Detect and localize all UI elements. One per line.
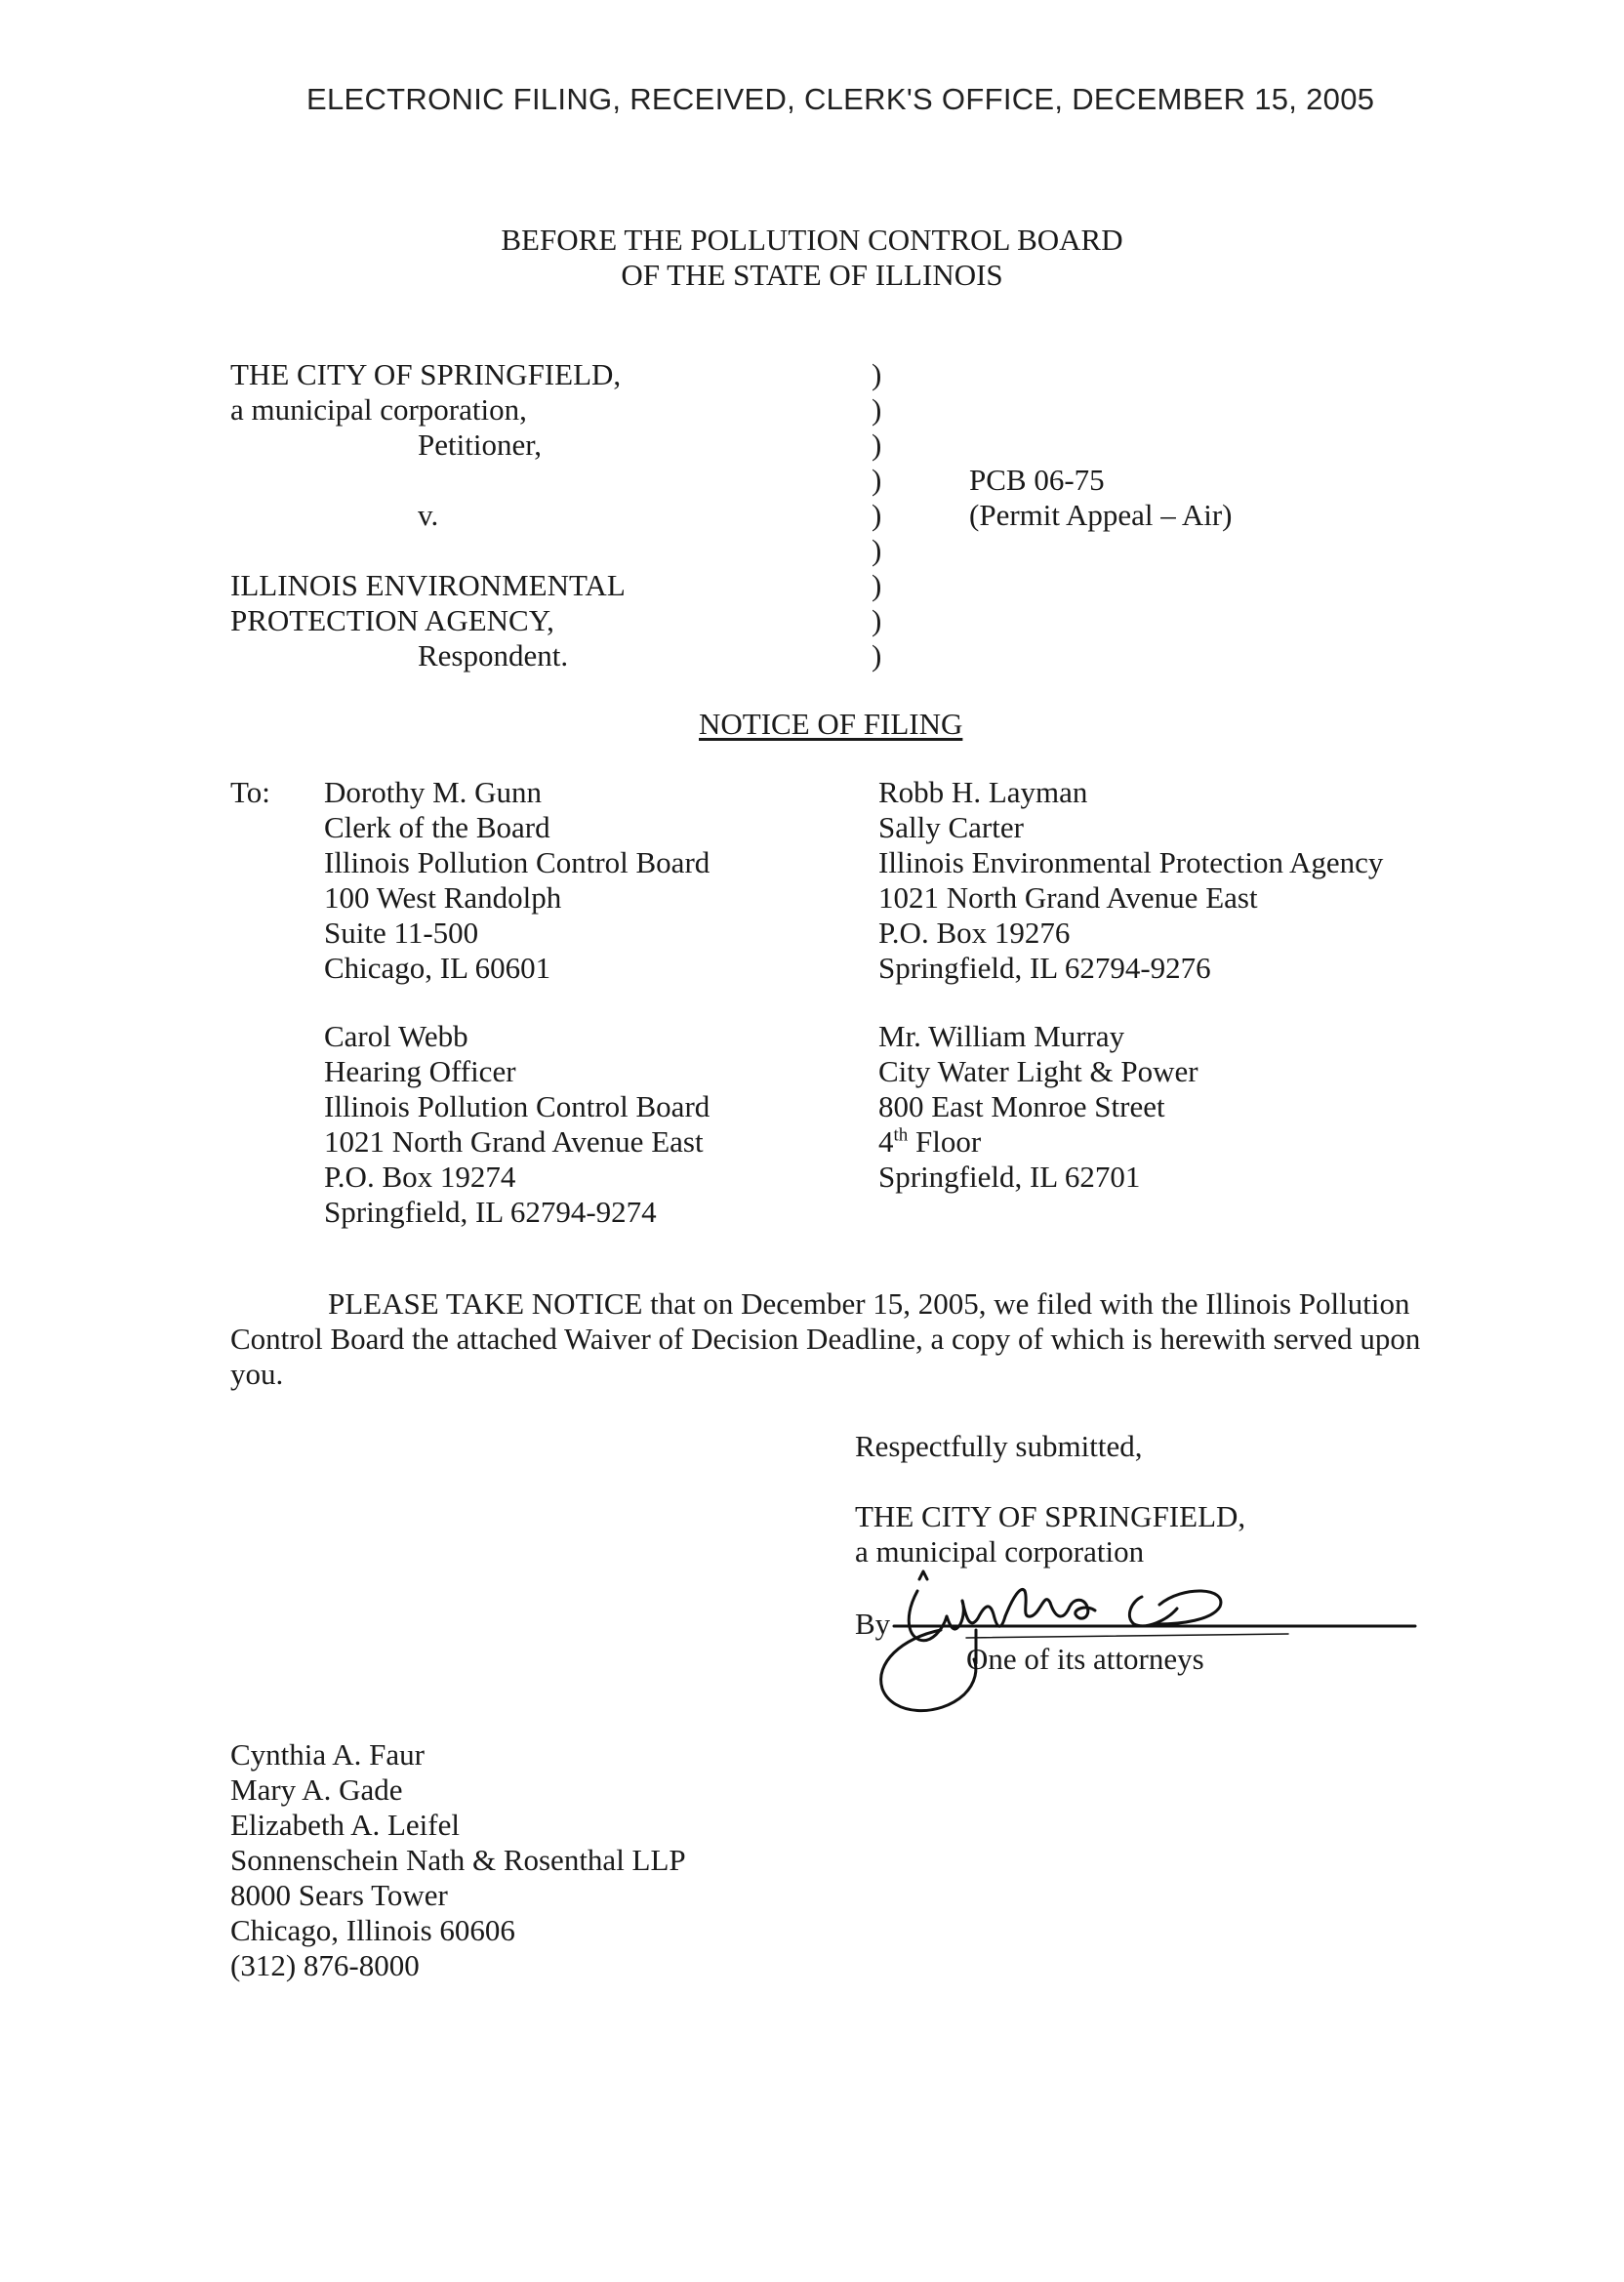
floor-number: 4	[878, 1124, 894, 1159]
attorney-line: Mary A. Gade	[230, 1773, 403, 1807]
address-line: 100 West Randolph	[324, 880, 562, 915]
closing-line: Respectfully submitted,	[855, 1429, 1143, 1463]
address-line: Sally Carter	[878, 810, 1024, 844]
address-line: Dorothy M. Gunn	[324, 775, 543, 809]
respondent-name-line2: PROTECTION AGENCY,	[230, 603, 554, 637]
attorney-line: 8000 Sears Tower	[230, 1878, 448, 1912]
address-line: Chicago, IL 60601	[324, 951, 551, 985]
recipient-address-layman	[878, 775, 1383, 986]
address-line: Suite 11-500	[324, 916, 479, 950]
electronic-filing-stamp: ELECTRONIC FILING, RECEIVED, CLERK'S OFFICE, DECEMBER 15, 2005	[306, 82, 1375, 116]
bracket-char: )	[872, 357, 882, 391]
address-line: Illinois Pollution Control Board	[324, 845, 710, 879]
case-number: PCB 06-75	[969, 463, 1105, 497]
bracket-char: )	[872, 498, 882, 532]
address-line: Illinois Pollution Control Board	[324, 1089, 710, 1123]
bracket-char: )	[872, 603, 882, 637]
petitioner-name: THE CITY OF SPRINGFIELD,	[230, 357, 622, 391]
address-line: Illinois Environmental Protection Agency	[878, 845, 1384, 879]
address-line: Springfield, IL 62701	[878, 1160, 1141, 1194]
address-line: 800 East Monroe Street	[878, 1089, 1165, 1123]
attorney-contact-block	[230, 1737, 686, 1983]
bracket-char: )	[872, 392, 882, 427]
caption-bracket	[872, 357, 881, 673]
floor-ordinal: th	[893, 1124, 909, 1146]
attorney-line: Chicago, Illinois 60606	[230, 1913, 515, 1947]
court-name-line2: OF THE STATE OF ILLINOIS	[621, 258, 1003, 292]
recipient-address-gunn	[324, 775, 710, 986]
address-line: Robb H. Layman	[878, 775, 1088, 809]
signature-org-description: a municipal corporation	[855, 1534, 1145, 1569]
signature-org: THE CITY OF SPRINGFIELD,	[855, 1499, 1246, 1533]
respondent-name-line1: ILLINOIS ENVIRONMENTAL	[230, 568, 626, 602]
address-line: City Water Light & Power	[878, 1054, 1198, 1088]
address-line: Carol Webb	[324, 1019, 468, 1053]
handwritten-signature	[849, 1562, 1425, 1728]
bracket-char: )	[872, 428, 882, 462]
floor-word: Floor	[908, 1124, 982, 1159]
address-line: 1021 North Grand Avenue East	[324, 1124, 704, 1159]
attorney-line: (312) 876-8000	[230, 1948, 420, 1982]
case-type: (Permit Appeal – Air)	[969, 498, 1233, 532]
document-title: NOTICE OF FILING	[699, 707, 963, 741]
signature-by-label: By	[855, 1607, 891, 1641]
court-name-line1: BEFORE THE POLLUTION CONTROL BOARD	[501, 223, 1123, 257]
address-line-floor	[878, 1124, 1198, 1160]
to-label: To:	[230, 775, 270, 809]
address-line: P.O. Box 19274	[324, 1160, 516, 1194]
bracket-char: )	[872, 568, 882, 602]
recipient-address-webb	[324, 1019, 710, 1230]
attorney-line: Sonnenschein Nath & Rosenthal LLP	[230, 1843, 686, 1877]
bracket-char: )	[872, 463, 882, 497]
bracket-char: )	[872, 638, 882, 672]
address-line: P.O. Box 19276	[878, 916, 1071, 950]
respondent-role: Respondent.	[418, 638, 569, 672]
signature-title: One of its attorneys	[966, 1642, 1204, 1676]
notice-text: PLEASE TAKE NOTICE that on December 15, 2005, we filed with the Illinois Pollution Control Board the attached Waiver of Decision Deadline, a copy of which is herewith served upon you.	[230, 1286, 1421, 1391]
bracket-char: )	[872, 533, 882, 567]
notice-paragraph	[230, 1286, 1450, 1392]
address-line: Springfield, IL 62794-9274	[324, 1195, 657, 1229]
versus: v.	[418, 498, 439, 532]
address-line: Hearing Officer	[324, 1054, 516, 1088]
address-line: Clerk of the Board	[324, 810, 550, 844]
address-line: Springfield, IL 62794-9276	[878, 951, 1211, 985]
petitioner-description: a municipal corporation,	[230, 392, 527, 427]
petitioner-role: Petitioner,	[418, 428, 543, 462]
attorney-line: Elizabeth A. Leifel	[230, 1808, 460, 1842]
address-line: Mr. William Murray	[878, 1019, 1125, 1053]
address-line: 1021 North Grand Avenue East	[878, 880, 1258, 915]
attorney-line: Cynthia A. Faur	[230, 1737, 425, 1772]
recipient-address-murray	[878, 1019, 1198, 1195]
